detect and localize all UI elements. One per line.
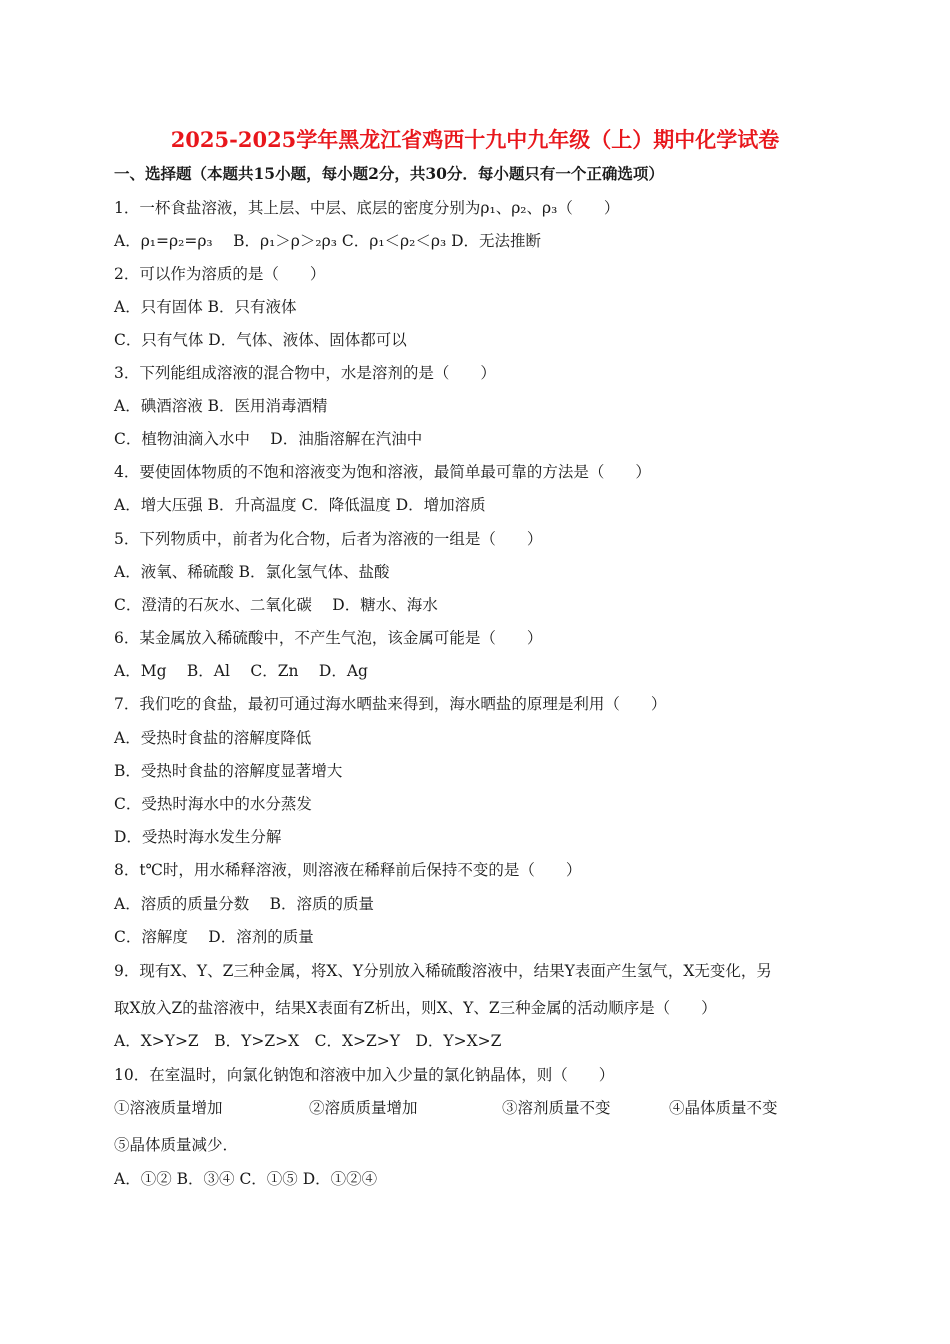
question-7-option-a: A．受热时食盐的溶解度降低 xyxy=(114,729,312,747)
question-10-statements xyxy=(114,1097,778,1119)
question-7-option-d: D．受热时海水发生分解 xyxy=(114,828,282,846)
statement-1: ①溶液质量增加 xyxy=(114,1099,223,1117)
question-2-options-c: C．只有气体 D．气体、液体、固体都可以 xyxy=(114,331,407,349)
exam-title: 2025-2025学年黑龙江省鸡西十九中九年级（上）期中化学试卷 xyxy=(170,127,780,152)
question-7-option-b: B．受热时食盐的溶解度显著增大 xyxy=(114,762,343,780)
question-5: 5．下列物质中，前者为化合物，后者为溶液的一组是（ ） xyxy=(114,530,543,548)
question-4: 4．要使固体物质的不饱和溶液变为饱和溶液，最简单最可靠的方法是（ ） xyxy=(114,463,651,481)
question-5-options-c: C．澄清的石灰水、二氧化碳 D．糖水、海水 xyxy=(114,596,438,614)
question-9-line-2: 取X放入Z的盐溶液中，结果X表面有Z析出，则X、Y、Z三种金属的活动顺序是（ ） xyxy=(114,999,717,1017)
question-10-statement-5: ⑤晶体质量减少． xyxy=(114,1136,239,1154)
question-8: 8．t℃时，用水稀释溶液，则溶液在稀释前后保持不变的是（ ） xyxy=(114,861,582,879)
question-2-options-a: A．只有固体 B．只有液体 xyxy=(114,298,297,316)
section-heading: 一、选择题（本题共15小题，每小题2分，共30分．每小题只有一个正确选项） xyxy=(114,164,664,183)
statement-4: ④晶体质量不变 xyxy=(669,1099,778,1117)
question-1: 1．一杯食盐溶液，其上层、中层、底层的密度分别为ρ₁、ρ₂、ρ₃（ ） xyxy=(114,199,620,217)
question-8-options-c: C．溶解度 D．溶剂的质量 xyxy=(114,928,314,946)
question-2: 2．可以作为溶质的是（ ） xyxy=(114,265,326,283)
question-7-option-c: C．受热时海水中的水分蒸发 xyxy=(114,795,312,813)
question-6: 6．某金属放入稀硫酸中，不产生气泡，该金属可能是（ ） xyxy=(114,629,543,647)
question-1-options: A．ρ₁=ρ₂=ρ₃ B．ρ₁＞ρ＞₂ρ₃ C．ρ₁＜ρ₂＜ρ₃ D．无法推断 xyxy=(114,232,542,250)
question-3-options-c: C．植物油滴入水中 D．油脂溶解在汽油中 xyxy=(114,430,423,448)
question-8-options-a: A．溶质的质量分数 B．溶质的质量 xyxy=(114,895,375,913)
question-9-line-1: 9．现有X、Y、Z三种金属，将X、Y分别放入稀硫酸溶液中，结果Y表面产生氢气，X无变化，另 xyxy=(114,962,772,980)
question-7: 7．我们吃的食盐，最初可通过海水晒盐来得到，海水晒盐的原理是利用（ ） xyxy=(114,695,667,713)
question-10: 10．在室温时，向氯化钠饱和溶液中加入少量的氯化钠晶体，则（ ） xyxy=(114,1066,615,1084)
question-5-options-a: A．液氧、稀硫酸 B．氯化氢气体、盐酸 xyxy=(114,563,390,581)
statement-3: ③溶剂质量不变 xyxy=(502,1099,611,1117)
question-3: 3．下列能组成溶液的混合物中，水是溶剂的是（ ） xyxy=(114,364,496,382)
question-3-options-a: A．碘酒溶液 B．医用消毒酒精 xyxy=(114,397,328,415)
question-10-options: A．①② B．③④ C．①⑤ D．①②④ xyxy=(114,1170,378,1188)
question-6-options: A．Mg B．Al C．Zn D．Ag xyxy=(114,662,368,680)
statement-2: ②溶质质量增加 xyxy=(309,1099,418,1117)
question-4-options: A．增大压强 B．升高温度 C．降低温度 D．增加溶质 xyxy=(114,496,486,514)
question-9-options: A．X>Y>Z B．Y>Z>X C．X>Z>Y D．Y>X>Z xyxy=(114,1032,502,1050)
